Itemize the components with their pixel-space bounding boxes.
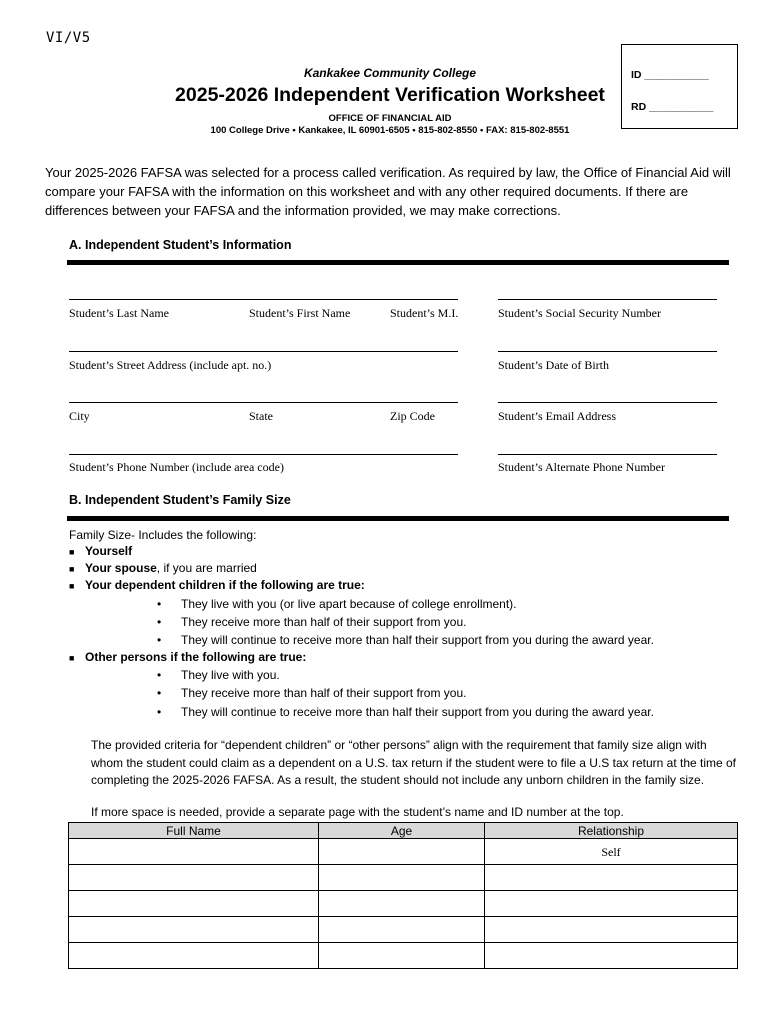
relationship-cell: Self (485, 839, 738, 865)
col-age: Age (319, 823, 485, 839)
city-line[interactable] (69, 402, 458, 403)
street-label: Student’s Street Address (include apt. no.) (69, 358, 272, 372)
alt-phone-line[interactable] (498, 454, 717, 455)
name-cell[interactable] (69, 891, 319, 917)
section-a-heading: A. Independent Student’s Information (69, 238, 292, 252)
others-item-3: They will continue to receive more than half their support from you during the award year. (181, 705, 654, 719)
list-item: • They receive more than half of their support from you. (157, 686, 467, 700)
table-header-row (69, 823, 738, 839)
alt-phone-label: Student’s Alternate Phone Number (498, 460, 665, 474)
family-size-intro: Family Size- Includes the following: (69, 528, 257, 542)
id-field[interactable]: ID ___________ (631, 69, 709, 81)
mi-label: Student’s M.I. (390, 306, 459, 320)
list-item: • They live with you (or live apart because of college enrollment). (157, 597, 517, 611)
spouse-rest-text: , if you are married (156, 561, 257, 575)
email-label: Student’s Email Address (498, 409, 616, 423)
family-members-table (68, 822, 738, 969)
others-item-2: They receive more than half of their support from you. (181, 686, 467, 700)
name-cell[interactable] (69, 839, 319, 865)
last-name-label: Student’s Last Name (69, 306, 169, 320)
section-b-heading: B. Independent Student’s Family Size (69, 493, 291, 507)
office-address: 100 College Drive • Kankakee, IL 60901-6505 • 815-802-8550 • FAX: 815-802-8551 (210, 125, 570, 136)
age-cell[interactable] (319, 917, 485, 943)
id-box (621, 44, 738, 129)
ssn-line[interactable] (498, 299, 717, 300)
more-space-note: If more space is needed, provide a separate page with the student’s name and ID number at the top. (91, 805, 624, 819)
age-cell[interactable] (319, 865, 485, 891)
list-item: • They receive more than half of their support from you. (157, 615, 467, 629)
list-item: ■ Other persons if the following are true: (69, 650, 307, 664)
table-row (69, 943, 738, 969)
children-item-3: They will continue to receive more than half their support from you during the award year. (181, 633, 654, 647)
phone-line[interactable] (69, 454, 458, 455)
list-item: ■ Your spouse, if you are married (69, 561, 257, 575)
page-title: 2025-2026 Independent Verification Worksheet (175, 84, 605, 106)
list-item: ■ Your dependent children if the following are true: (69, 578, 365, 592)
name-line[interactable] (69, 299, 458, 300)
table-row (69, 891, 738, 917)
relationship-cell[interactable] (485, 917, 738, 943)
ssn-label: Student’s Social Security Number (498, 306, 661, 320)
list-item: • They will continue to receive more than half their support from you during the award year. (157, 705, 654, 719)
state-label: State (249, 409, 273, 423)
rd-field[interactable]: RD ___________ (631, 101, 714, 113)
street-line[interactable] (69, 351, 458, 352)
age-cell[interactable] (319, 839, 485, 865)
criteria-note: The provided criteria for “dependent children” or “other persons” align with the requirement that family size align with whom the student could claim as a dependent on a U.S. tax return if the student were to file a U.S tax return at the time of completing the 2025-2026 FAFSA. As a result, the student should not include any unborn children in the family size. (91, 738, 737, 787)
spouse-bold-text: Your spouse (85, 561, 157, 575)
intro-paragraph: Your 2025-2026 FAFSA was selected for a process called verification. As required by law, the Office of Financial Aid will compare your FAFSA with the information on this worksheet and with any other required documents. If there are differences between your FAFSA and the information provided, we may make corrections. (45, 165, 731, 218)
children-item-1: They live with you (or live apart because of college enrollment). (181, 597, 517, 611)
name-cell[interactable] (69, 865, 319, 891)
city-label: City (69, 409, 90, 423)
zip-label: Zip Code (390, 409, 435, 423)
table-row (69, 839, 738, 865)
col-full-name: Full Name (69, 823, 319, 839)
dob-line[interactable] (498, 351, 717, 352)
others-text: Other persons if the following are true: (85, 650, 307, 664)
relationship-cell[interactable] (485, 943, 738, 969)
first-name-label: Student’s First Name (249, 306, 351, 320)
age-cell[interactable] (319, 943, 485, 969)
office-name: OFFICE OF FINANCIAL AID (328, 113, 452, 124)
section-b-rule (67, 516, 729, 521)
children-text: Your dependent children if the following are true: (85, 578, 365, 592)
phone-label: Student’s Phone Number (include area code) (69, 460, 284, 474)
list-item: ■ Yourself (69, 544, 133, 558)
col-relationship: Relationship (485, 823, 738, 839)
list-item: • They will continue to receive more than half their support from you during the award year. (157, 633, 654, 647)
relationship-cell[interactable] (485, 891, 738, 917)
name-cell[interactable] (69, 917, 319, 943)
name-cell[interactable] (69, 943, 319, 969)
relationship-cell[interactable] (485, 865, 738, 891)
section-a-rule (67, 260, 729, 265)
children-item-2: They receive more than half of their support from you. (181, 615, 467, 629)
table-row (69, 865, 738, 891)
college-name: Kankakee Community College (303, 66, 477, 80)
others-item-1: They live with you. (181, 668, 280, 682)
dob-label: Student’s Date of Birth (498, 358, 609, 372)
list-item: • They live with you. (157, 668, 280, 682)
form-code: VI/V5 (46, 30, 91, 46)
table-row (69, 917, 738, 943)
email-line[interactable] (498, 402, 717, 403)
yourself-text: Yourself (85, 544, 133, 558)
age-cell[interactable] (319, 891, 485, 917)
